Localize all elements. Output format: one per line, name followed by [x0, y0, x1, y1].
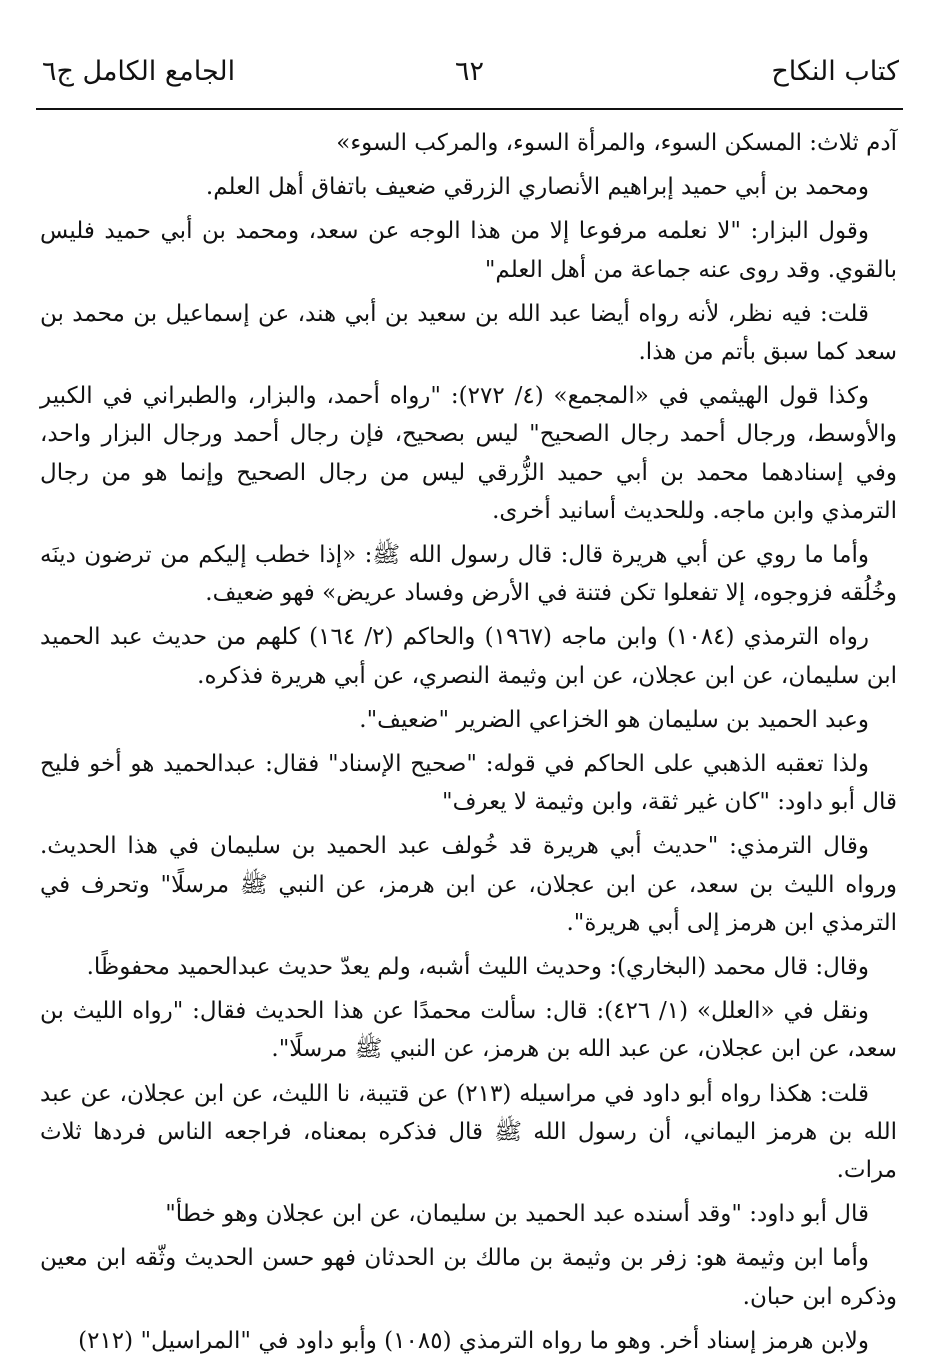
paragraph: قلت: هكذا رواه أبو داود في مراسيله (٢١٣) عن قتيبة، نا الليث، عن ابن عجلان، عن عبد الله بن هرمز اليماني، أن رسول الله ﷺ قال فذكره بمعناه، فراجعه الناس فردها ثلاث مرات. [40, 1080, 897, 1184]
paragraph: وقال: قال محمد (البخاري): وحديث الليث أشبه، ولم يعدّ حديث عبدالحميد محفوظًا. [86, 954, 869, 981]
paragraph: قال أبو داود: "وقد أسنده عبد الحميد بن سليمان، عن ابن عجلان وهو خطأ" [165, 1201, 869, 1228]
volume-title: الجامع الكامل ج٦ [42, 56, 236, 87]
paragraph: وأما ابن وثيمة هو: زفر بن وثيمة بن مالك بن الحدثان فهو حسن الحديث وثّقه ابن معين وذكره ابن حبان. [40, 1245, 897, 1310]
page-body [40, 110, 897, 1360]
paragraph: وعبد الحميد بن سليمان هو الخزاعي الضرير "ضعيف". [359, 706, 869, 733]
paragraph: ولذا تعقبه الذهبي على الحاكم في قوله: "صحيح الإسناد" فقال: عبدالحميد هو أخو فليح قال أبو داود: "كان غير ثقة، وابن وثيمة لا يعرف" [40, 751, 897, 816]
paragraph: وأما ما روي عن أبي هريرة قال: قال رسول الله ﷺ: «إذا خطب إليكم من ترضون دينَه وخُلُقه فزوجوه، إلا تفعلوا تكن فتنة في الأرض وفساد عريض» فهو ضعيف. [40, 542, 897, 607]
paragraph: رواه الترمذي (١٠٨٤) وابن ماجه (١٩٦٧) والحاكم (٢/ ١٦٤) كلهم من حديث عبد الحميد ابن سليمان، عن ابن عجلان، عن ابن وثيمة النصري، عن أبي هريرة فذكره. [40, 624, 897, 689]
paragraph: وكذا قول الهيثمي في «المجمع» (٤/ ٢٧٢): "رواه أحمد، والبزار، والطبراني في الكبير والأوسط، ورجال أحمد رجال الصحيح" ليس بصحيح، فإن رجال أحمد ورجال البزار واحد، وفي إسنادهما محمد بن أبي حميد الزُّرقي ليس من رجال الصحيح وإنما هو من رجال الترمذي وابن ماجه. وللحديث أسانيد أخرى. [40, 383, 897, 524]
page-number: ٦٢ [454, 56, 484, 87]
paragraph: آدم ثلاث: المسكن السوء، والمرأة السوء، والمركب السوء» [336, 130, 897, 156]
paragraph: ولابن هرمز إسناد أخر. وهو ما رواه الترمذي (١٠٨٥) وأبو داود في "المراسيل" (٢١٢) [78, 1327, 869, 1354]
running-header [36, 0, 903, 110]
paragraph: ومحمد بن أبي حميد إبراهيم الأنصاري الزرقي ضعيف باتفاق أهل العلم. [205, 174, 869, 201]
paragraph: وقال الترمذي: "حديث أبي هريرة قد خُولف عبد الحميد بن سليمان في هذا الحديث. ورواه الليث بن سعد، عن ابن عجلان، عن ابن هرمز، عن النبي ﷺ مرسلًا" وتحرف في الترمذي ابن هرمز إلى أبي هريرة". [40, 833, 897, 936]
paragraph: قلت: فيه نظر، لأنه رواه أيضا عبد الله بن سعيد بن أبي هند، عن إسماعيل بن محمد بن سعد كما سبق بأتم من هذا. [40, 300, 897, 366]
paragraph: ونقل في «العلل» (١/ ٤٢٦): قال: سألت محمدًا عن هذا الحديث فقال: "رواه الليث بن سعد، عن ابن عجلان، عن عبد الله بن هرمز، عن النبي ﷺ مرسلًا". [40, 998, 897, 1063]
paragraph: وقول البزار: "لا نعلمه مرفوعا إلا من هذا الوجه عن سعد، ومحمد بن أبي حميد فليس بالقوي. وقد روى عنه جماعة من أهل العلم" [40, 218, 897, 283]
book-title: كتاب النكاح [771, 56, 899, 87]
